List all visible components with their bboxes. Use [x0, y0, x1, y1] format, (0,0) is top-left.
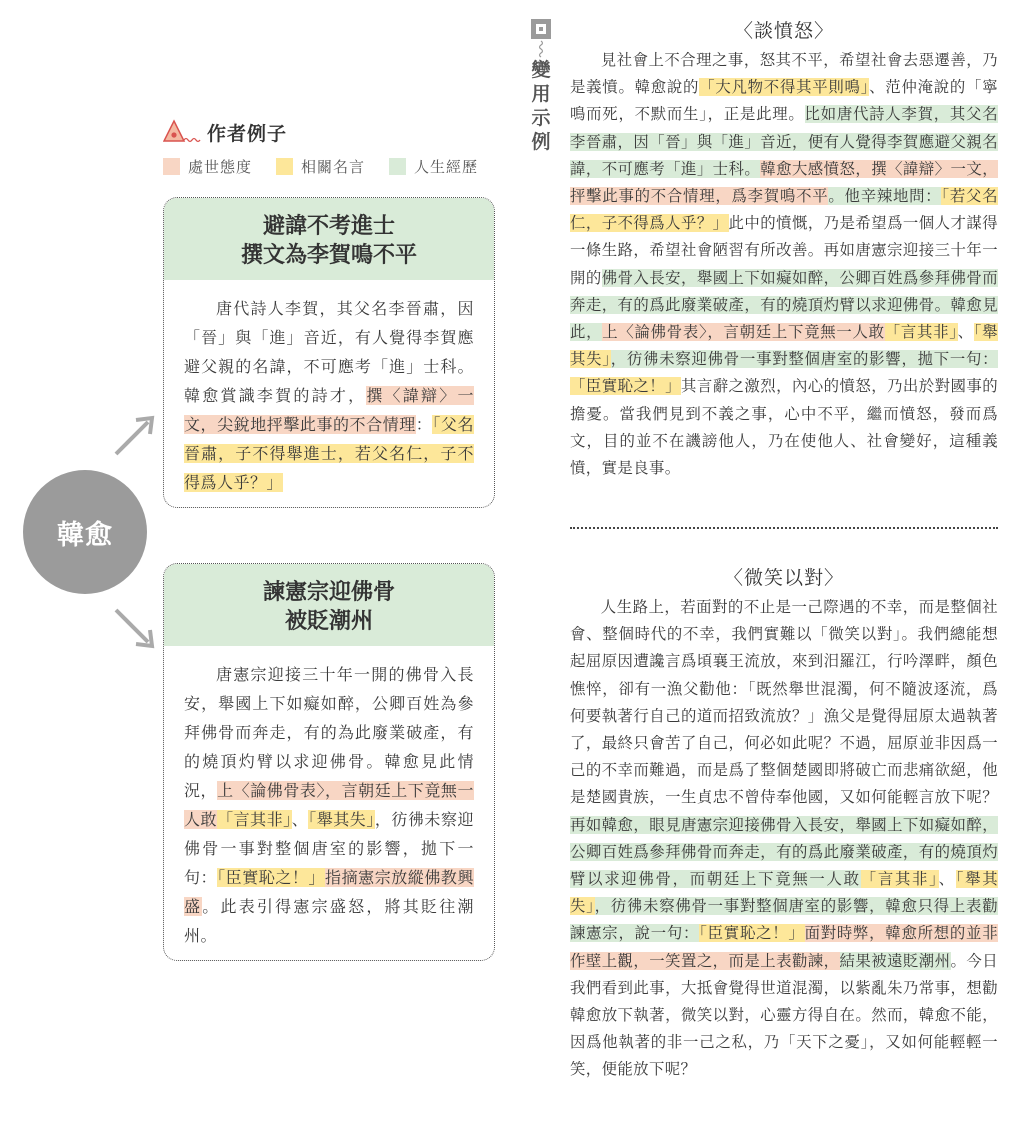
card-title-line: 諫憲宗迎佛骨	[262, 579, 395, 605]
card-title	[164, 198, 494, 280]
legend-label: 相關名言	[301, 158, 366, 176]
text-segment: ，彷彿未察迎佛骨一事對整個唐室的影響，拋下一句：	[184, 810, 474, 887]
legend-item-quotes	[276, 156, 365, 177]
person-name: 韓愈	[57, 519, 113, 551]
highlight-experience: 。他辛辣地問：	[828, 187, 942, 206]
highlight-attitude: 撰〈諱辯〉一文，尖銳地抨擊此事的不合情理	[184, 386, 474, 434]
highlight-quote: 「若父名仁，子不得爲人乎？」	[570, 187, 998, 233]
legend-item-attitude	[163, 156, 252, 177]
section-body	[570, 594, 998, 1084]
text-segment: 唐憲宗迎接三十年一開的佛骨入長安，舉國上下如癡如醉，公卿百姓為參拜佛骨而奔走，有的為此廢業破產，有的燒頂灼臂以求迎佛骨。韓愈見此情況，	[184, 665, 474, 800]
text-segment: 、	[291, 810, 309, 829]
arrow-up-right-icon	[108, 410, 168, 470]
text-segment: 此中的憤慨，乃是希望爲一個人才謀得一條生路，希望社會陋習有所改善。再如唐憲宗迎接三十年一開的	[570, 214, 998, 287]
legend-swatch-green	[389, 158, 406, 175]
highlight-quote: 「臣實恥之！」	[570, 377, 681, 396]
side-label-text	[531, 58, 550, 154]
arrow-down-right-icon	[108, 600, 168, 660]
card-title	[164, 564, 494, 646]
legend-label: 處世態度	[188, 158, 253, 176]
card-title-line: 避諱不考進士	[262, 213, 395, 239]
highlight-quote: 「言其非」	[217, 810, 292, 829]
section-title: 〈微笑以對〉	[723, 567, 844, 589]
highlight-experience: 結果被遠貶潮州	[839, 951, 951, 970]
section-divider	[570, 527, 998, 529]
highlight-attitude: 面對時弊，韓愈所想的並非作壁上觀，一笑置之，而是上表勸諫，	[570, 924, 998, 970]
card-paragraph	[184, 660, 474, 950]
person-circle	[23, 470, 147, 594]
section-body	[570, 47, 998, 482]
highlight-experience: 比如唐代詩人李賀，其父名李晉肅，因「晉」與「進」音近，便有人覺得李賀應避父親名諱，不可應考「進」士科。	[570, 105, 998, 178]
highlight-quote: 「舉其失」	[570, 870, 998, 916]
section-anger	[570, 16, 998, 482]
side-label-char: 例	[531, 131, 551, 153]
example-card-2	[163, 563, 495, 961]
card-title-line: 被貶潮州	[284, 608, 373, 634]
highlight-quote: 「言其非」	[860, 870, 939, 889]
square-dot-icon	[530, 18, 552, 40]
card-body	[164, 646, 494, 960]
side-label-char: 變	[531, 59, 551, 81]
highlight-experience: 佛骨入長安，舉國上下如癡如醉，公卿百姓爲參拜佛骨而奔走，有的爲此廢業破產，有的燒頂灼臂以求迎佛骨。	[570, 268, 998, 314]
card-title-line: 撰文為李賀鳴不平	[240, 242, 417, 268]
text-segment: 見社會上不合理之事，怒其不平，希望社會去惡遷善，乃是義憤。韓愈說的	[570, 51, 998, 97]
text-segment: ：	[415, 415, 433, 434]
highlight-attitude: 上〈論佛骨表〉，言朝廷上下竟無一人敢	[184, 781, 474, 829]
highlight-quote: 「舉其失」	[570, 323, 998, 369]
card-paragraph	[184, 294, 474, 497]
highlight-quote: 「臣實恥之！」	[699, 924, 805, 943]
highlight-attitude: 上〈論佛骨表〉，言朝廷上下竟無一人敢	[602, 323, 885, 342]
highlight-legend	[163, 156, 502, 177]
highlight-quote: 「言其非」	[884, 323, 958, 342]
section-paragraph	[570, 47, 998, 482]
highlight-attitude: 指摘憲宗放縱佛教興盛	[184, 868, 474, 916]
highlight-quote: 「父名晉肅，子不得舉進士，若父名仁，子不得爲人乎？」	[184, 415, 474, 492]
text-segment: 唐代詩人李賀，其父名李晉肅，因「晉」與「進」音近，有人覺得李賀應避父親的名諱，不可應考「進」士科。韓愈賞識李賀的詩才，	[184, 299, 474, 405]
text-segment: 。今日我們看到此事，大抵會覺得世道混濁，以紫亂朱乃常事，想勸韓愈放下執著，微笑以對，心靈方得自在。然而，韓愈不能，因爲他執著的非一己之私，乃「天下之憂」，又如何能輕輕一笑，便能放下呢？	[570, 951, 998, 1079]
text-segment: 其言辭之激烈，內心的憤怒，乃出於對國事的擔憂。當我們見到不義之事，心中不平，繼而憤怒，發而爲文，目的並不在譏謗他人，乃在使他人、社會變好，這種義憤，實是良事。	[570, 377, 998, 478]
example-card-1	[163, 197, 495, 508]
highlight-experience: ，彷彿未察佛骨一事對整個唐室的影響，韓愈只得上表勸諫憲宗，說一句：	[570, 897, 998, 943]
side-label-char: 示	[531, 107, 551, 129]
highlight-experience: 再如韓愈，眼見唐憲宗迎接佛骨入長安，舉國上下如癡如醉，公卿百姓爲參拜佛骨而奔走，有的爲此廢業破產，有的燒頂灼臂以求迎佛骨，而朝廷上下竟無一人敢	[570, 815, 998, 889]
section-title: 〈談憤怒〉	[733, 20, 834, 42]
side-label-char: 用	[531, 83, 551, 105]
legend-label: 人生經歷	[414, 158, 479, 176]
usage-examples-label	[529, 18, 553, 154]
text-segment: 、	[957, 323, 974, 342]
text-segment: 、	[938, 870, 956, 889]
wavy-line-icon	[536, 40, 546, 58]
highlight-quote: 「大凡物不得其平則鳴」	[699, 78, 870, 97]
section-smile	[570, 563, 998, 1084]
highlight-attitude: 韓愈大感憤怒，撰〈諱辯〉一文，抨擊此事的不合情理，爲李賀鳴不平	[570, 159, 998, 206]
highlight-experience: ，彷彿未察迎佛骨一事對整個唐室的影響，拋下一句：	[610, 350, 998, 369]
section-paragraph	[570, 594, 998, 1084]
legend-swatch-peach	[163, 158, 180, 175]
legend-swatch-yellow	[276, 158, 293, 175]
highlight-quote: 「臣實恥之！」	[217, 868, 326, 887]
text-segment: 。此表引得憲宗盛怒，將其貶往潮州。	[184, 897, 474, 945]
highlight-quote: 「舉其失」	[308, 810, 375, 829]
card-body	[164, 280, 494, 507]
author-examples-title: 作者例子	[207, 122, 288, 145]
legend-item-experience	[389, 156, 478, 177]
warning-triangle-icon	[163, 119, 203, 145]
text-segment: 、范仲淹說的「寧鳴而死，不默而生」，正是此理。	[570, 78, 998, 124]
author-examples-header	[163, 118, 287, 146]
highlight-experience: 韓愈見此，	[570, 295, 998, 342]
text-segment: 人生路上，若面對的不止是一己際遇的不幸，而是整個社會、整個時代的不幸，我們實難以「微笑以對」。我們總能想起屈原因遭讒言爲頃襄王流放，來到汨羅江，行吟澤畔，顏色憔悴，卻有一漁父勸他：「既然舉世混濁，何不隨波逐流，爲何要執著行自己的道而招致流放？」漁父是覺得屈原太過執著了，最終只會苦了自己，何必如此呢？不過，屈原並非因爲一己的不幸而難過，而是爲了整個楚國即將破亡而悲痛欲絕，他是楚國貴族，一生貞忠不曾侍奉他國，又如何能輕言放下呢？	[570, 598, 998, 807]
